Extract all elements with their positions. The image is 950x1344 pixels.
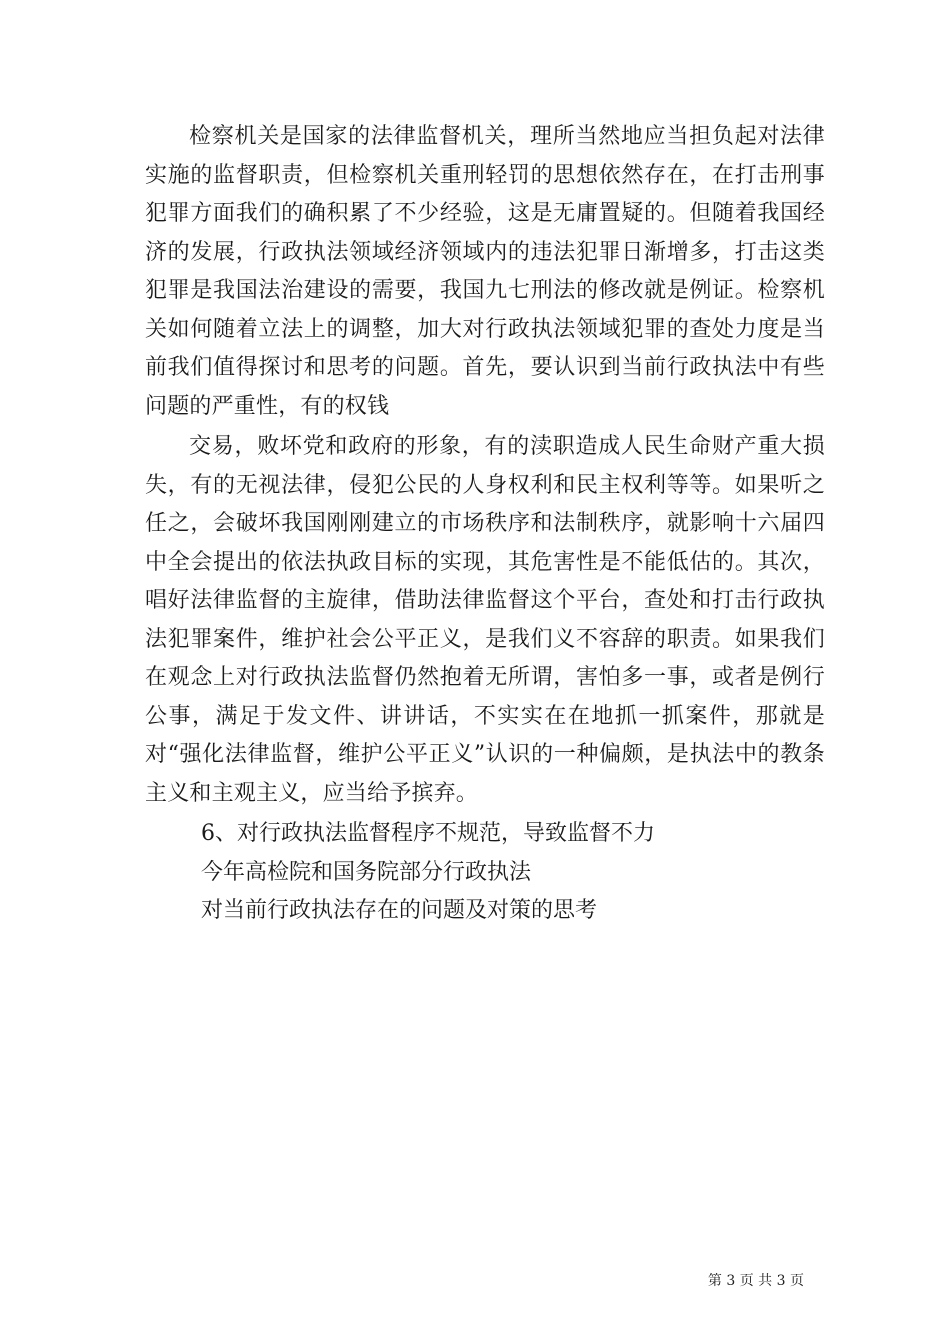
section-heading-6: 6、对行政执法监督程序不规范，导致监督不力 <box>201 821 655 846</box>
document-title-line: 对当前行政执法存在的问题及对策的思考 <box>201 898 598 923</box>
page-number-footer: 第 3 页 共 3 页 <box>707 1273 804 1289</box>
text-line-fragment: 今年高检院和国务院部分行政执法 <box>201 859 532 885</box>
document-body <box>145 118 825 931</box>
paragraph-1: 检察机关是国家的法律监督机关，理所当然地应当担负起对法律实施的监督职责，但检察机关重刑轻罚的思想依然存在，在打击刑事犯罪方面我们的确积累了不少经验，这是无庸置疑的。但随着我国经济的发展，行政执法领域经济领域内的违法犯罪日渐增多，打击这类犯罪是我国法治建设的需要，我国九七刑法的修改就是例证。检察机关如何随着立法上的调整，加大对行政执法领域犯罪的查处力度是当前我们值得探讨和思考的问题。首先，要认识到当前行政执法中有些问题的严重性，有的权钱 <box>145 124 825 419</box>
paragraph-2: 交易，败坏党和政府的形象，有的渎职造成人民生命财产重大损失，有的无视法律，侵犯公民的人身权利和民主权利等等。如果听之任之，会破坏我国刚刚建立的市场秩序和法制秩序，就影响十六届四中全会提出的依法执政目标的实现，其危害性是不能低估的。其次，唱好法律监督的主旋律，借助法律监督这个平台，查处和打击行政执法犯罪案件，维护社会公平正义，是我们义不容辞的职责。如果我们在观念上对行政执法监督仍然抱着无所谓，害怕多一事，或者是例行公事，满足于发文件、讲讲话，不实实在在地抓一抓案件，那就是对“强化法律监督，维护公平正义”认识的一种偏颇，是执法中的教条主义和主观主义，应当给予摈弃。 <box>145 434 825 806</box>
